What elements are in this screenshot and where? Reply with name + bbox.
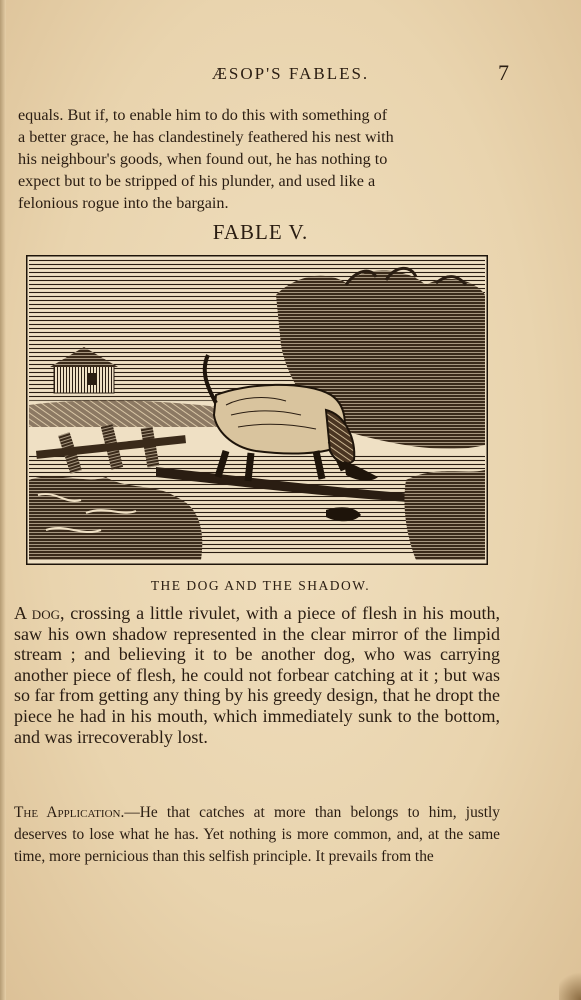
page-number: 7 [498,60,509,85]
intro-line: expect but to be stripped of his plunder, and used like a [18,172,376,190]
intro-line: a better grace, he has clandestinely feathered his nest with [18,128,394,146]
page-header [0,60,581,88]
fable-application [14,802,500,868]
intro-line: his neighbour's goods, when found out, he has nothing to [18,150,388,168]
story-lead-word: A dog, [14,603,65,623]
application-heading: The Application. [14,804,125,821]
intro-line: equals. But if, to enable him to do this with something of [18,106,388,124]
woodcut-illustration [26,255,488,565]
intro-line: felonious rogue into the bargain. [18,194,229,212]
fable-title: FABLE V. [212,220,309,244]
running-title: ÆSOP'S FABLES. [211,64,370,83]
right-bank-bush [404,470,485,560]
story-text: crossing a little rivulet, with a piece of flesh in his mouth, saw his own shadow represented in the clear mirror of the limpid stream ; and believing it to be another dog, who was carrying another piece of flesh, he could not forbear catching at it ; but was so far from getting any thing by his greedy design, that he dropt the piece he had in his mouth, which immediately sunk to the bottom, and was irrecoverably lost. [14,603,501,747]
fable-story [14,603,500,747]
page-corner-stain [559,970,581,1000]
application-text: —He that catches at more than belongs to him, justly deserves to lose what he has. Yet nothing is more common, and, at the same time, more pernicious than this selfish principle. It prevails from the [14,804,500,865]
page-spine-edge [0,0,6,1000]
illustration-caption: THE DOG AND THE SHADOW. [150,578,371,593]
intro-paragraph [18,104,508,214]
